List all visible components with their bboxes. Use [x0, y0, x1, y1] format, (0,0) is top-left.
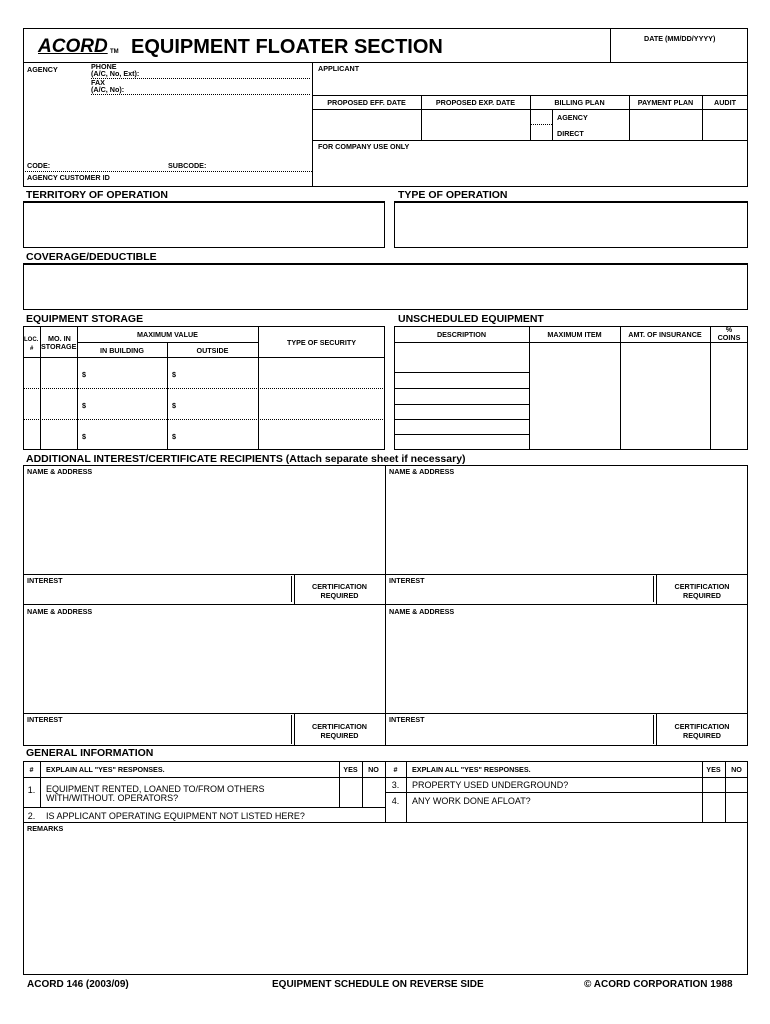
required-label: REQUIRED: [683, 731, 721, 740]
yes-header: YES: [343, 765, 358, 774]
remarks-label: REMARKS: [27, 824, 64, 833]
question-1-line-1: EQUIPMENT RENTED, LOANED TO/FROM OTHERS: [46, 784, 265, 794]
form-number: ACORD 146 (2003/09): [27, 979, 129, 990]
interest-label: INTEREST: [389, 576, 425, 585]
question-number: 4.: [391, 796, 400, 806]
certification-label: CERTIFICATION: [674, 582, 730, 591]
type-of-operation-field[interactable]: [394, 202, 748, 248]
required-label: REQUIRED: [320, 591, 359, 600]
date-field[interactable]: [612, 45, 746, 60]
acord-logo: ACORD: [38, 36, 108, 57]
cert-checkbox[interactable]: [272, 576, 292, 602]
loc-num-label: #: [30, 346, 34, 352]
agency-field[interactable]: [25, 96, 310, 156]
q1-no-checkbox[interactable]: [363, 778, 384, 806]
remarks-field[interactable]: [25, 834, 746, 973]
agency-billing-checkbox[interactable]: [532, 111, 551, 123]
fax-label: FAX: [91, 78, 105, 87]
dollar-sign: $: [172, 432, 176, 441]
applicant-field[interactable]: [314, 74, 746, 93]
amt-insurance-label: AMT. OF INSURANCE: [628, 330, 702, 339]
trademark: TM: [110, 49, 119, 55]
date-label: DATE (MM/DD/YYYY): [644, 34, 716, 43]
name-address-label: NAME & ADDRESS: [27, 467, 93, 476]
name-address-label: NAME & ADDRESS: [27, 607, 93, 616]
no-header: NO: [368, 765, 379, 774]
certification-label: CERTIFICATION: [312, 582, 367, 591]
required-label: REQUIRED: [320, 731, 359, 740]
q1-yes-checkbox[interactable]: [340, 778, 361, 806]
type-of-operation-heading: TYPE OF OPERATION: [398, 189, 508, 201]
reverse-side-note: EQUIPMENT SCHEDULE ON REVERSE SIDE: [272, 979, 484, 990]
general-info-heading: GENERAL INFORMATION: [26, 747, 154, 759]
pct-label: %: [725, 325, 733, 334]
billing-plan-label: BILLING PLAN: [554, 98, 605, 107]
payment-plan-label: PAYMENT PLAN: [637, 98, 694, 107]
copyright: © ACORD CORPORATION 1988: [584, 979, 733, 990]
additional-interest-heading: ADDITIONAL INTEREST/CERTIFICATE RECIPIENTS (Attach separate sheet if necessary): [26, 453, 466, 465]
q3-no-checkbox[interactable]: [726, 778, 747, 791]
dollar-sign: $: [82, 370, 86, 379]
coins-label: COINS: [717, 333, 741, 342]
form-title: EQUIPMENT FLOATER SECTION: [131, 36, 443, 58]
phone-sub-label: (A/C, No, Ext):: [91, 69, 140, 78]
loc-label: LOC.: [24, 337, 39, 343]
in-building-label: IN BUILDING: [100, 346, 144, 355]
cert-checkbox[interactable]: [634, 715, 654, 744]
cert-checkbox[interactable]: [634, 576, 654, 602]
interest-label: INTEREST: [27, 576, 63, 585]
exp-date-label: PROPOSED EXP. DATE: [435, 98, 516, 107]
explain-header: EXPLAIN ALL "YES" RESPONSES.: [412, 765, 531, 774]
outside-label: OUTSIDE: [196, 346, 229, 355]
subcode-label: SUBCODE:: [168, 161, 207, 170]
num-header: #: [29, 765, 34, 774]
billing-direct-option: DIRECT: [557, 129, 584, 138]
storage-label: STORAGE: [41, 342, 77, 351]
required-label: REQUIRED: [683, 591, 721, 600]
no-header: NO: [731, 765, 742, 774]
question-number: 1.: [27, 785, 36, 795]
company-use-label: FOR COMPANY USE ONLY: [318, 142, 410, 151]
question-2: IS APPLICANT OPERATING EQUIPMENT NOT LISTED HERE?: [46, 811, 305, 821]
dollar-sign: $: [172, 401, 176, 410]
num-header: #: [393, 765, 398, 774]
billing-agency-option: AGENCY: [557, 113, 588, 122]
interest-label: INTEREST: [389, 715, 425, 724]
agency-label: AGENCY: [27, 65, 58, 74]
yes-header: YES: [706, 765, 721, 774]
coverage-heading: COVERAGE/DEDUCTIBLE: [26, 251, 157, 263]
certification-label: CERTIFICATION: [312, 722, 367, 731]
name-address-label: NAME & ADDRESS: [389, 607, 455, 616]
coverage-field[interactable]: [23, 264, 748, 310]
interest-label: INTEREST: [27, 715, 63, 724]
mo-in-label: MO. IN: [48, 334, 71, 343]
unscheduled-heading: UNSCHEDULED EQUIPMENT: [398, 313, 544, 325]
question-1-line-2: WITH/WITHOUT. OPERATORS?: [46, 793, 179, 803]
certification-label: CERTIFICATION: [674, 722, 730, 731]
q4-no-checkbox[interactable]: [726, 793, 747, 821]
name-address-label: NAME & ADDRESS: [389, 467, 455, 476]
q3-yes-checkbox[interactable]: [703, 778, 724, 791]
territory-heading: TERRITORY OF OPERATION: [26, 189, 168, 201]
explain-header: EXPLAIN ALL "YES" RESPONSES.: [46, 765, 165, 774]
eff-date-label: PROPOSED EFF. DATE: [327, 98, 406, 107]
customer-id-label: AGENCY CUSTOMER ID: [27, 173, 110, 182]
storage-heading: EQUIPMENT STORAGE: [26, 313, 144, 325]
phone-label: PHONE: [91, 62, 117, 71]
question-3: PROPERTY USED UNDERGROUND?: [412, 780, 569, 790]
direct-billing-checkbox[interactable]: [532, 126, 551, 138]
security-label: TYPE OF SECURITY: [286, 338, 357, 347]
cert-checkbox[interactable]: [272, 715, 292, 744]
territory-field[interactable]: [23, 202, 385, 248]
applicant-label: APPLICANT: [318, 64, 360, 73]
code-label: CODE:: [27, 161, 51, 170]
dollar-sign: $: [172, 370, 176, 379]
dollar-sign: $: [82, 401, 86, 410]
q4-yes-checkbox[interactable]: [703, 793, 724, 821]
audit-label: AUDIT: [714, 98, 736, 107]
question-number: 3.: [391, 780, 400, 790]
max-item-label: MAXIMUM ITEM: [547, 330, 602, 339]
question-number: 2.: [27, 811, 36, 821]
description-label: DESCRIPTION: [436, 330, 487, 339]
fax-sub-label: (A/C, No):: [91, 85, 125, 94]
question-4: ANY WORK DONE AFLOAT?: [412, 796, 531, 806]
dollar-sign: $: [82, 432, 86, 441]
max-value-label: MAXIMUM VALUE: [137, 330, 198, 339]
